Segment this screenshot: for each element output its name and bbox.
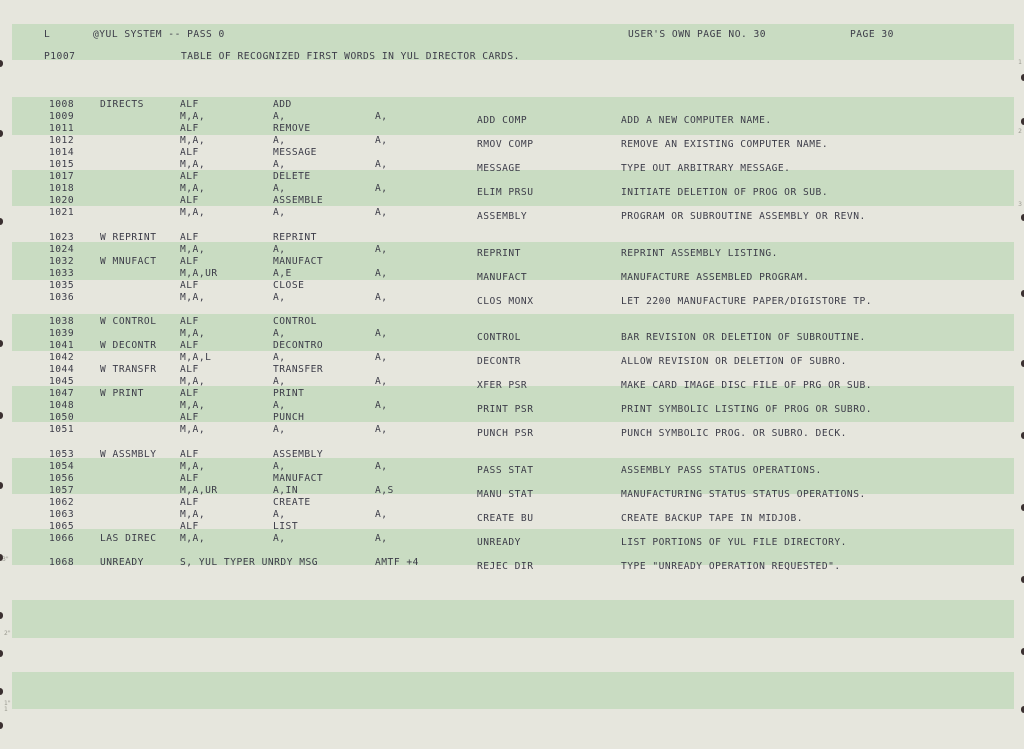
listing-row	[0, 207, 1024, 222]
sequence-number: 1065	[49, 521, 75, 532]
operation-field: M,A,	[180, 376, 206, 387]
listing-row	[0, 244, 1024, 259]
sequence-number: 1017	[49, 171, 75, 182]
feed-hole	[0, 650, 3, 657]
operation-field: ALF	[180, 340, 199, 351]
sequence-number: 1066	[49, 533, 75, 544]
comment-text: REPRINT ASSEMBLY LISTING.	[621, 248, 778, 259]
address-field: TRANSFER	[273, 364, 324, 375]
address-field: MANUFACT	[273, 473, 324, 484]
comment-text: MANUFACTURE ASSEMBLED PROGRAM.	[621, 272, 810, 283]
sequence-number: 1068	[49, 557, 75, 568]
comment-text: MAKE CARD IMAGE DISC FILE OF PRG OR SUB.	[621, 380, 873, 391]
address-field: CONTROL	[273, 316, 317, 327]
keyword-field: ELIM PRSU	[477, 187, 534, 198]
listing-row	[0, 159, 1024, 174]
address-field: LIST	[273, 521, 299, 532]
address-field: DECONTRO	[273, 340, 324, 351]
keyword-field: DECONTR	[477, 356, 521, 367]
operation-field: ALF	[180, 388, 199, 399]
modifier-field: A,	[375, 352, 388, 363]
location-label: W DECONTR	[100, 340, 157, 351]
listing-row	[0, 268, 1024, 283]
header-page-letter: L	[44, 29, 51, 40]
operation-field: ALF	[180, 123, 199, 134]
listing-row	[0, 183, 1024, 198]
listing-row	[0, 123, 1024, 135]
header-card-number: P1007	[44, 51, 76, 62]
comment-text: BAR REVISION OR DELETION OF SUBROUTINE.	[621, 332, 866, 343]
address-field: DELETE	[273, 171, 311, 182]
sequence-number: 1012	[49, 135, 75, 146]
operation-field: M,A,	[180, 135, 206, 146]
operation-field: S, YUL TYPER UNRDY MSG	[180, 557, 319, 568]
operation-field: M,A,	[180, 533, 206, 544]
listing-row	[0, 473, 1024, 485]
sequence-number: 1021	[49, 207, 75, 218]
operation-field: ALF	[180, 99, 199, 110]
header-line	[0, 51, 1024, 63]
listing-row	[0, 352, 1024, 367]
modifier-field: A,	[375, 183, 388, 194]
sequence-number: 1057	[49, 485, 75, 496]
location-label: W TRANSFR	[100, 364, 157, 375]
address-field: A,	[273, 135, 286, 146]
address-field: ASSEMBLE	[273, 195, 324, 206]
listing-row	[0, 111, 1024, 126]
operation-field: ALF	[180, 171, 199, 182]
margin-mark: 2	[1018, 128, 1022, 135]
location-label: W CONTROL	[100, 316, 157, 327]
listing-row	[0, 340, 1024, 352]
listing-row	[0, 147, 1024, 159]
operation-field: M,A,	[180, 183, 206, 194]
keyword-field: CONTROL	[477, 332, 521, 343]
address-field: PUNCH	[273, 412, 305, 423]
operation-field: M,A,UR	[180, 268, 218, 279]
address-field: ADD	[273, 99, 292, 110]
address-field: A,	[273, 509, 286, 520]
comment-text: ALLOW REVISION OR DELETION OF SUBRO.	[621, 356, 847, 367]
header-system: @YUL SYSTEM -- PASS 0	[93, 29, 225, 40]
operation-field: ALF	[180, 364, 199, 375]
operation-field: ALF	[180, 521, 199, 532]
address-field: A,	[273, 400, 286, 411]
sequence-number: 1008	[49, 99, 75, 110]
operation-field: ALF	[180, 256, 199, 267]
operation-field: M,A,	[180, 424, 206, 435]
address-field: A,	[273, 424, 286, 435]
sequence-number: 1038	[49, 316, 75, 327]
margin-mark: 1"	[4, 700, 11, 707]
modifier-field: A,	[375, 400, 388, 411]
modifier-field: A,	[375, 111, 388, 122]
operation-field: ALF	[180, 195, 199, 206]
operation-field: ALF	[180, 316, 199, 327]
listing-row	[0, 99, 1024, 111]
comment-text: CREATE BACKUP TAPE IN MIDJOB.	[621, 513, 804, 524]
sequence-number: 1063	[49, 509, 75, 520]
keyword-field: CLOS MONX	[477, 296, 534, 307]
listing-row	[0, 195, 1024, 207]
sequence-number: 1036	[49, 292, 75, 303]
address-field: A,	[273, 461, 286, 472]
keyword-field: PRINT PSR	[477, 404, 534, 415]
sequence-number: 1054	[49, 461, 75, 472]
sequence-number: 1032	[49, 256, 75, 267]
modifier-field: A,	[375, 376, 388, 387]
margin-mark: 1	[1018, 59, 1022, 66]
modifier-field: AMTF +4	[375, 557, 419, 568]
address-field: A,	[273, 328, 286, 339]
comment-text: TYPE "UNREADY OPERATION REQUESTED".	[621, 561, 841, 572]
listing-row	[0, 280, 1024, 292]
keyword-field: ASSEMBLY	[477, 211, 528, 222]
operation-field: ALF	[180, 412, 199, 423]
operation-field: M,A,L	[180, 352, 212, 363]
modifier-field: A,	[375, 328, 388, 339]
keyword-field: PUNCH PSR	[477, 428, 534, 439]
location-label: DIRECTS	[100, 99, 144, 110]
operation-field: ALF	[180, 147, 199, 158]
keyword-field: UNREADY	[477, 537, 521, 548]
header-page-number: PAGE 30	[850, 29, 894, 40]
location-label: W PRINT	[100, 388, 144, 399]
operation-field: ALF	[180, 232, 199, 243]
comment-text: PROGRAM OR SUBROUTINE ASSEMBLY OR REVN.	[621, 211, 866, 222]
keyword-field: REPRINT	[477, 248, 521, 259]
sequence-number: 1053	[49, 449, 75, 460]
listing-row	[0, 557, 1024, 572]
address-field: A,	[273, 207, 286, 218]
feed-hole	[0, 722, 3, 729]
location-label: W REPRINT	[100, 232, 157, 243]
operation-field: M,A,UR	[180, 485, 218, 496]
operation-field: M,A,	[180, 207, 206, 218]
sequence-number: 1056	[49, 473, 75, 484]
listing-row	[0, 232, 1024, 244]
modifier-field: A,	[375, 159, 388, 170]
listing-row	[0, 316, 1024, 328]
operation-field: M,A,	[180, 509, 206, 520]
comment-text: ADD A NEW COMPUTER NAME.	[621, 115, 772, 126]
address-field: A,	[273, 183, 286, 194]
sequence-number: 1009	[49, 111, 75, 122]
keyword-field: MANUFACT	[477, 272, 528, 283]
modifier-field: A,	[375, 461, 388, 472]
operation-field: ALF	[180, 449, 199, 460]
listing-row	[0, 461, 1024, 476]
address-field: A,	[273, 111, 286, 122]
operation-field: M,A,	[180, 292, 206, 303]
sequence-number: 1033	[49, 268, 75, 279]
modifier-field: A,	[375, 207, 388, 218]
address-field: A,E	[273, 268, 292, 279]
keyword-field: MANU STAT	[477, 489, 534, 500]
sequence-number: 1035	[49, 280, 75, 291]
comment-text: LIST PORTIONS OF YUL FILE DIRECTORY.	[621, 537, 847, 548]
listing-row	[0, 521, 1024, 533]
keyword-field: REJEC DIR	[477, 561, 534, 572]
listing-row	[0, 388, 1024, 400]
address-field: A,	[273, 376, 286, 387]
comment-text: PUNCH SYMBOLIC PROG. OR SUBRO. DECK.	[621, 428, 847, 439]
margin-mark: 2"	[4, 630, 11, 637]
modifier-field: A,	[375, 292, 388, 303]
comment-text: LET 2200 MANUFACTURE PAPER/DIGISTORE TP.	[621, 296, 873, 307]
margin-mark: 3"	[2, 556, 9, 563]
sequence-number: 1042	[49, 352, 75, 363]
comment-text: INITIATE DELETION OF PROG OR SUB.	[621, 187, 829, 198]
listing-row	[0, 364, 1024, 376]
sequence-number: 1051	[49, 424, 75, 435]
listing-row	[0, 485, 1024, 500]
address-field: MESSAGE	[273, 147, 317, 158]
operation-field: M,A,	[180, 461, 206, 472]
address-field: A,	[273, 292, 286, 303]
page-title: TABLE OF RECOGNIZED FIRST WORDS IN YUL DIRECTOR CARDS.	[181, 51, 520, 62]
operation-field: ALF	[180, 473, 199, 484]
modifier-field: A,	[375, 244, 388, 255]
sequence-number: 1039	[49, 328, 75, 339]
listing-row	[0, 533, 1024, 548]
address-field: PRINT	[273, 388, 305, 399]
operation-field: M,A,	[180, 244, 206, 255]
listing-row	[0, 509, 1024, 524]
listing-row	[0, 328, 1024, 343]
keyword-field: CREATE BU	[477, 513, 534, 524]
sequence-number: 1050	[49, 412, 75, 423]
listing-row	[0, 424, 1024, 439]
listing-row	[0, 400, 1024, 415]
sequence-number: 1048	[49, 400, 75, 411]
comment-text: REMOVE AN EXISTING COMPUTER NAME.	[621, 139, 829, 150]
header-users-page: USER'S OWN PAGE NO. 30	[628, 29, 767, 40]
operation-field: M,A,	[180, 400, 206, 411]
address-field: A,	[273, 244, 286, 255]
modifier-field: A,	[375, 135, 388, 146]
listing-row	[0, 171, 1024, 183]
operation-field: M,A,	[180, 111, 206, 122]
operation-field: M,A,	[180, 159, 206, 170]
comment-text: ASSEMBLY PASS STATUS OPERATIONS.	[621, 465, 822, 476]
listing-row	[0, 449, 1024, 461]
feed-hole	[0, 688, 3, 695]
feed-hole	[0, 612, 3, 619]
sequence-number: 1045	[49, 376, 75, 387]
listing-row	[0, 497, 1024, 509]
margin-mark: 3	[1018, 201, 1022, 208]
sequence-number: 1023	[49, 232, 75, 243]
address-field: A,IN	[273, 485, 299, 496]
modifier-field: A,S	[375, 485, 394, 496]
address-field: A,	[273, 352, 286, 363]
sequence-number: 1014	[49, 147, 75, 158]
sequence-number: 1015	[49, 159, 75, 170]
location-label: UNREADY	[100, 557, 144, 568]
address-field: CLOSE	[273, 280, 305, 291]
listing-row	[0, 135, 1024, 150]
header-line	[0, 29, 1024, 41]
modifier-field: A,	[375, 268, 388, 279]
listing-row	[0, 376, 1024, 391]
sequence-number: 1047	[49, 388, 75, 399]
keyword-field: PASS STAT	[477, 465, 534, 476]
location-label: W MNUFACT	[100, 256, 157, 267]
sequence-number: 1011	[49, 123, 75, 134]
sequence-number: 1041	[49, 340, 75, 351]
modifier-field: A,	[375, 533, 388, 544]
address-field: REMOVE	[273, 123, 311, 134]
listing-row	[0, 292, 1024, 307]
sequence-number: 1062	[49, 497, 75, 508]
paper-band	[12, 672, 1014, 709]
address-field: CREATE	[273, 497, 311, 508]
listing-row	[0, 256, 1024, 268]
comment-text: PRINT SYMBOLIC LISTING OF PROG OR SUBRO.	[621, 404, 873, 415]
address-field: ASSEMBLY	[273, 449, 324, 460]
operation-field: ALF	[180, 497, 199, 508]
location-label: W ASSMBLY	[100, 449, 157, 460]
comment-text: MANUFACTURING STATUS STATUS OPERATIONS.	[621, 489, 866, 500]
operation-field: M,A,	[180, 328, 206, 339]
comment-text: TYPE OUT ARBITRARY MESSAGE.	[621, 163, 791, 174]
address-field: REPRINT	[273, 232, 317, 243]
feed-hole	[0, 218, 3, 225]
sequence-number: 1024	[49, 244, 75, 255]
address-field: MANUFACT	[273, 256, 324, 267]
modifier-field: A,	[375, 424, 388, 435]
keyword-field: XFER PSR	[477, 380, 528, 391]
operation-field: ALF	[180, 280, 199, 291]
modifier-field: A,	[375, 509, 388, 520]
sequence-number: 1044	[49, 364, 75, 375]
listing-row	[0, 412, 1024, 424]
sequence-number: 1018	[49, 183, 75, 194]
keyword-field: ADD COMP	[477, 115, 528, 126]
paper-band	[12, 600, 1014, 638]
keyword-field: RMOV COMP	[477, 139, 534, 150]
margin-mark: 1	[4, 706, 8, 713]
sequence-number: 1020	[49, 195, 75, 206]
address-field: A,	[273, 533, 286, 544]
address-field: A,	[273, 159, 286, 170]
keyword-field: MESSAGE	[477, 163, 521, 174]
location-label: LAS DIREC	[100, 533, 157, 544]
